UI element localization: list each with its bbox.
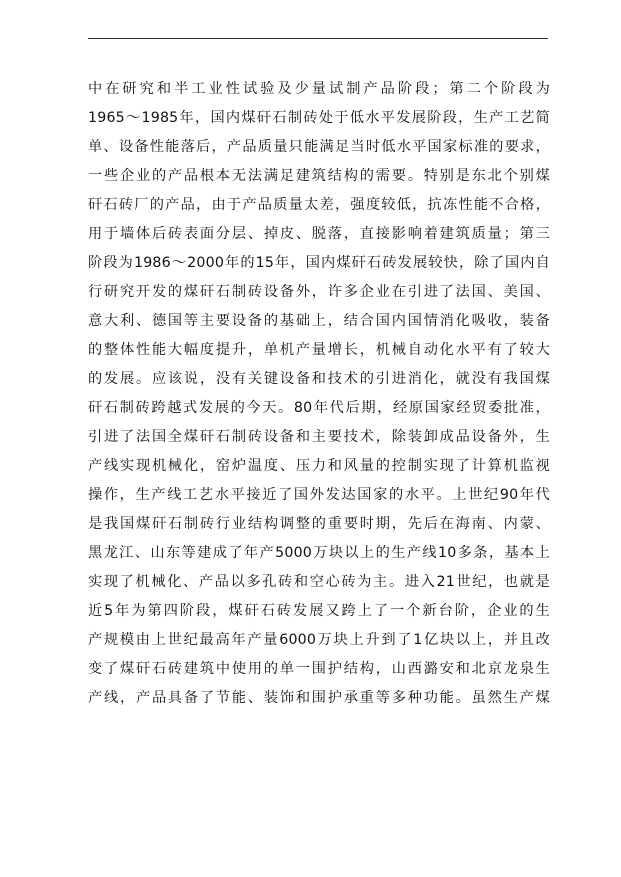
text-line: 意大利、德国等主要设备的基础上，结合国内国情消化吸收，装备 — [88, 313, 550, 329]
header-rule — [88, 38, 548, 39]
text-line: 一些企业的产品根本无法满足建筑结构的需要。特别是东北个别煤 — [88, 168, 550, 184]
text-line: 矸石砖厂的产品，由于产品质量太差，强度较低，抗冻性能不合格， — [88, 197, 550, 213]
text-line: 引进了法国全煤矸石制砖设备和主要技术，除装卸成品设备外，生 — [88, 429, 550, 445]
text-line: 产线实现机械化，窑炉温度、压力和风量的控制实现了计算机监视 — [88, 458, 550, 474]
text-line: 操作，生产线工艺水平接近了国外发达国家的水平。上世纪90年代 — [88, 487, 550, 503]
text-line: 的整体性能大幅度提升，单机产量增长，机械自动化水平有了较大 — [88, 342, 550, 358]
text-line: 用于墙体后砖表面分层、掉皮、脱落，直接影响着建筑质量；第三 — [88, 226, 550, 242]
text-line: 1965～1985年，国内煤矸石制砖处于低水平发展阶段，生产工艺简 — [88, 110, 550, 126]
body-paragraph — [88, 75, 550, 713]
text-line: 黑龙江、山东等建成了年产5000万块以上的生产线10多条，基本上 — [88, 545, 550, 561]
text-line: 产线，产品具备了节能、装饰和围护承重等多种功能。虽然生产煤 — [88, 690, 550, 706]
text-line: 中在研究和半工业性试验及少量试制产品阶段；第二个阶段为 — [88, 81, 550, 97]
text-line: 变了煤矸石砖建筑中使用的单一围护结构，山西潞安和北京龙泉生 — [88, 661, 550, 677]
text-line: 是我国煤矸石制砖行业结构调整的重要时期，先后在海南、内蒙、 — [88, 516, 550, 532]
text-line: 实现了机械化、产品以多孔砖和空心砖为主。进入21世纪，也就是 — [88, 574, 550, 590]
text-line: 阶段为1986～2000年的15年，国内煤矸石砖发展较快，除了国内自 — [88, 255, 550, 271]
text-line: 矸石制砖跨越式发展的今天。80年代后期，经原国家经贸委批准， — [88, 400, 550, 416]
text-line: 产规模由上世纪最高年产量6000万块上升到了1亿块以上，并且改 — [88, 632, 550, 648]
text-line: 行研究开发的煤矸石制砖设备外，许多企业在引进了法国、美国、 — [88, 284, 550, 300]
text-line: 近5年为第四阶段，煤矸石砖发展又跨上了一个新台阶，企业的生 — [88, 603, 550, 619]
text-line: 的发展。应该说，没有关键设备和技术的引进消化，就没有我国煤 — [88, 371, 550, 387]
text-line: 单、设备性能落后，产品质量只能满足当时低水平国家标准的要求， — [88, 139, 550, 155]
